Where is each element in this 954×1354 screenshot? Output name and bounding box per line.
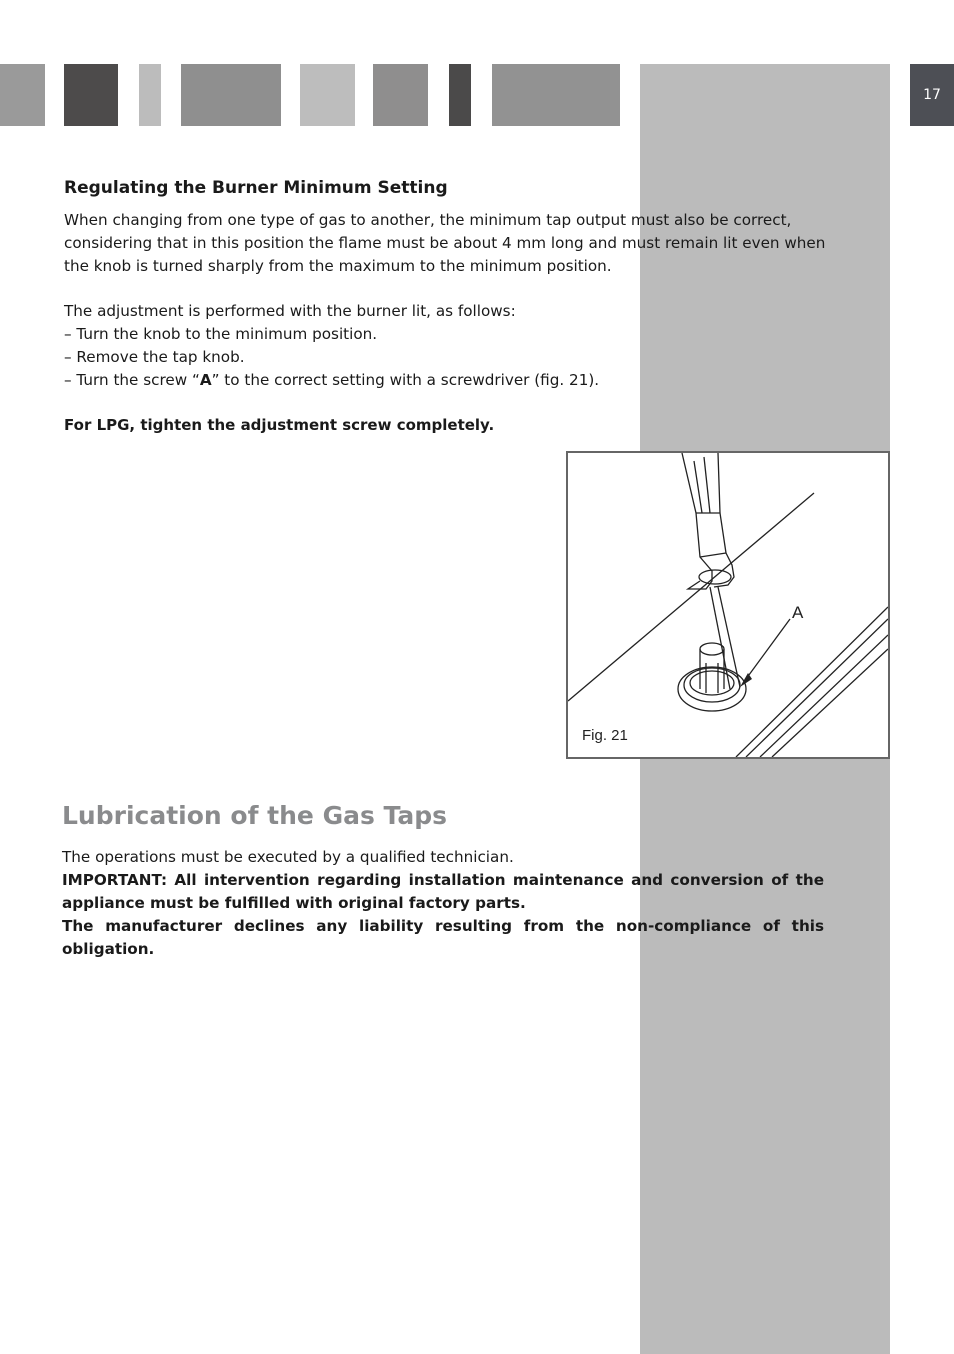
section-heading: Regulating the Burner Minimum Setting [64,178,448,198]
steps-intro: The adjustment is performed with the burner lit, as follows: [64,302,516,320]
screwdriver-illustration [568,453,888,757]
disclaimer-note: The manufacturer declines any liability resulting from the non-compliance of this obligation. [62,917,824,958]
band-block [373,64,428,126]
figure-21 [566,451,890,759]
band-block [300,64,355,126]
step-item: – Turn the knob to the minimum position. [64,325,378,343]
qualified-note: The operations must be executed by a qualified technician. [62,848,514,866]
band-block [449,64,471,126]
lpg-note: For LPG, tighten the adjustment screw completely. [64,416,495,434]
band-block [64,64,118,126]
important-note: IMPORTANT: All intervention regarding installation maintenance and conversion of the appliance must be fulfilled with original factory parts. [62,871,824,912]
intro-paragraph [64,209,830,278]
figure-caption: Fig. 21 [582,727,628,744]
steps-list [64,300,830,392]
band-block [492,64,620,126]
page-number: 17 [910,64,954,126]
screw-label: A [199,371,212,389]
band-block [0,64,45,126]
figure-label-a: A [792,603,804,622]
section-title: Lubrication of the Gas Taps [62,801,448,830]
band-block [139,64,161,126]
band-block [181,64,281,126]
step-text: – Turn the screw “ [64,371,200,389]
step-item [64,369,830,392]
intro-text: When changing from one type of gas to another, the minimum tap output must also be correct, considering that in this position the flame must be about 4 mm long and must remain lit even when the knob is turned sharply from the maximum to the minimum position. [64,211,826,275]
lubrication-text [62,846,824,961]
step-text: ” to the correct setting with a screwdriver (fig. 21). [211,371,600,389]
step-item: – Remove the tap knob. [64,348,245,366]
